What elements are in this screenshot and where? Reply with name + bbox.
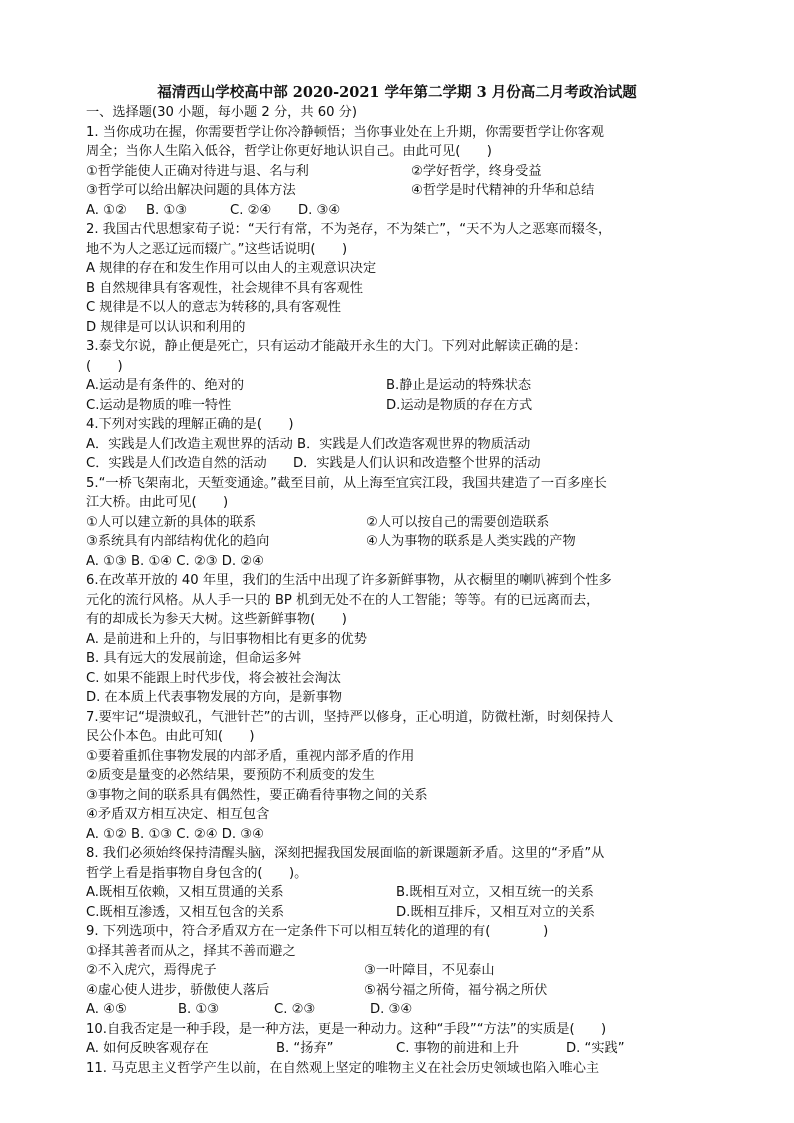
q5-answer-choices: A. ①③ B. ①④ C. ②③ D. ②④: [86, 553, 264, 569]
q1-choice-c: C. ②④: [230, 202, 272, 218]
q1-choice-b: B. ①③: [146, 202, 188, 218]
q11-stem-line-1: 11. 马克思主义哲学产生以前，在自然观上坚定的唯物主义在社会历史领域也陷入唯心主: [86, 1060, 600, 1076]
q8-choice-a: A.既相互依赖，又相互贯通的关系: [86, 885, 284, 900]
q2-choice-d: D 规律是可以认识和利用的: [86, 319, 246, 335]
exam-content: [86, 103, 726, 1078]
q6-choice-b: B. 具有远大的发展前途，但命运多舛: [86, 651, 302, 666]
q9-choice-c: C. ②③: [274, 1002, 316, 1017]
q3-choice-row-1: [86, 376, 726, 396]
q5-stem-line-2: 江大桥。由此可见( ): [86, 495, 229, 510]
q9-statement-5: ⑤祸兮福之所倚，福兮祸之所伏: [364, 982, 548, 998]
q9-stem: 9. 下列选项中，符合矛盾双方在一定条件下可以相互转化的道理的有( ): [86, 924, 549, 939]
q8-choice-row-1: [86, 883, 726, 903]
q5-option-row-1: [86, 513, 726, 533]
q2-stem-line-2: 地不为人之恶辽远而辍广。”这些话说明( ): [86, 241, 348, 257]
q1-statement-1: ①哲学能使人正确对待进与退、名与利: [86, 163, 309, 179]
q5-statement-2: ②人可以按自己的需要创造联系: [366, 514, 550, 530]
q5-statement-3: ③系统具有内部结构优化的趋向: [86, 534, 270, 549]
q7-stem-line-2: 民公仆本色。由此可知( ): [86, 729, 255, 744]
q2-choice-c: C 规律是不以人的意志为转移的,具有客观性: [86, 300, 341, 315]
q2-stem-line-1: 2. 我国古代思想家荀子说：“天行有常，不为尧存，不为桀亡”，“天不为人之恶寒而辍冬，: [86, 222, 612, 237]
q9-statement-2: ②不入虎穴，焉得虎子: [86, 963, 217, 978]
q6-choice-d: D. 在本质上代表事物发展的方向，是新事物: [86, 690, 342, 705]
q9-answer-choices: [86, 1000, 726, 1020]
q3-choice-row-2: [86, 396, 726, 416]
q3-choice-a: A.运动是有条件的、绝对的: [86, 378, 245, 393]
q1-statement-4: ④哲学是时代精神的升华和总结: [411, 183, 595, 198]
q2-choice-a: A 规律的存在和发生作用可以由人的主观意识决定: [86, 261, 377, 276]
q8-choice-b: B.既相互对立，又相互统一的关系: [396, 885, 594, 900]
q10-choice-b: B. “扬弃”: [276, 1041, 334, 1056]
q5-statement-4: ④人为事物的联系是人类实践的产物: [366, 534, 576, 549]
q1-statement-3: ③哲学可以给出解决问题的具体方法: [86, 183, 296, 198]
q1-choice-a: A. ①②: [86, 202, 127, 218]
q1-statement-2: ②学好哲学，终身受益: [411, 163, 542, 179]
q9-statement-3: ③一叶障目，不见泰山: [364, 963, 495, 978]
q10-choice-c: C. 事物的前进和上升: [396, 1041, 520, 1056]
q1-choice-d: D. ③④: [298, 202, 341, 218]
q8-stem-line-1: 8. 我们必须始终保持清醒头脑，深刻把握我国发展面临的新课题新矛盾。这里的“矛盾”从: [86, 846, 605, 861]
q6-choice-c: C. 如果不能跟上时代步伐，将会被社会淘汰: [86, 670, 341, 686]
q7-statement-3: ③事物之间的联系具有偶然性，要正确看待事物之间的关系: [86, 787, 428, 803]
q2-choice-b: B 自然规律具有客观性，社会规律不具有客观性: [86, 280, 363, 296]
q3-choice-d: D.运动是物质的存在方式: [386, 397, 533, 413]
q6-stem-line-3: 有的却成长为参天大树。这些新鲜事物( ): [86, 612, 347, 627]
q10-answer-choices: [86, 1039, 726, 1059]
q8-choice-row-2: [86, 903, 726, 923]
q8-choice-d: D.既相互排斥，又相互对立的关系: [396, 904, 595, 920]
section-heading: 一、选择题(30 小题，每小题 2 分，共 60 分): [86, 105, 358, 120]
q7-stem-line-1: 7.要牢记“堤溃蚁孔，气泄针芒”的古训，坚持严以修身，正心明道，防微杜渐，时刻保持人: [86, 709, 614, 725]
q3-choice-b: B.静止是运动的特殊状态: [386, 378, 532, 393]
q4-choices-ab: A．实践是人们改造主观世界的活动 B．实践是人们改造客观世界的物质活动: [86, 436, 531, 452]
q5-option-row-2: [86, 532, 726, 552]
q3-stem-line-1: 3.泰戈尔说，静止便是死亡，只有运动才能敲开永生的大门。下列对此解读正确的是：: [86, 339, 587, 354]
q9-choice-a: A. ④⑤: [86, 1002, 127, 1017]
q1-answer-choices: [86, 201, 726, 221]
q7-statement-4: ④矛盾双方相互决定、相互包含: [86, 807, 270, 822]
q10-stem: 10.自我否定是一种手段，是一种方法，更是一种动力。这种“手段”“方法”的实质是( ): [86, 1021, 607, 1037]
q4-choices-cd: C．实践是人们改造自然的活动 D．实践是人们认识和改造整个世界的活动: [86, 456, 541, 471]
q7-statement-2: ②质变是量变的必然结果，要预防不利质变的发生: [86, 768, 375, 783]
q7-answer-choices: A. ①② B. ①③ C. ②④ D. ③④: [86, 826, 264, 842]
page-title: 福清西山学校高中部 2020-2021 学年第二学期 3 月份高二月考政治试题: [157, 84, 637, 101]
q10-choice-d: D. “实践”: [566, 1041, 625, 1056]
q6-stem-line-1: 6.在改革开放的 40 年里，我们的生活中出现了许多新鲜事物，从衣橱里的喇叭裤到个性多: [86, 573, 612, 588]
q1-option-row-2: [86, 181, 726, 201]
q9-option-row-2: [86, 961, 726, 981]
q6-stem-line-2: 元化的流行风格。从人手一只的 BP 机到无处不在的人工智能；等等。有的已远离而去，: [86, 592, 600, 608]
q8-choice-c: C.既相互渗透，又相互包含的关系: [86, 904, 285, 920]
q1-stem-line-1: 1. 当你成功在握，你需要哲学让你冷静顿悟；当你事业处在上升期，你需要哲学让你客观: [86, 124, 604, 140]
q5-statement-1: ①人可以建立新的具体的联系: [86, 514, 257, 530]
q6-choice-a: A. 是前进和上升的，与旧事物相比有更多的优势: [86, 631, 367, 647]
q9-choice-d: D. ③④: [370, 1002, 413, 1017]
q7-statement-1: ①要着重抓住事物发展的内部矛盾，重视内部矛盾的作用: [86, 748, 415, 764]
q4-stem: 4.下列对实践的理解正确的是( ): [86, 417, 294, 432]
q1-stem-line-2: 周全；当你人生陷入低谷，哲学让你更好地认识自己。由此可见( ): [86, 144, 492, 159]
q9-option-row-3: [86, 981, 726, 1001]
q1-option-row-1: [86, 162, 726, 182]
q9-statement-4: ④虚心使人进步，骄傲使人落后: [86, 982, 270, 998]
q5-stem-line-1: 5.“一桥飞架南北，天堑变通途。”截至目前，从上海至宜宾江段，我国共建造了一百多座长: [86, 475, 607, 491]
q8-stem-line-2: 哲学上看是指事物自身包含的( )。: [86, 865, 308, 881]
q9-statement-1: ①择其善者而从之，择其不善而避之: [86, 943, 296, 959]
q9-choice-b: B. ①③: [178, 1002, 220, 1017]
q3-stem-line-2: ( ): [86, 358, 123, 374]
q10-choice-a: A. 如何反映客观存在: [86, 1041, 209, 1056]
q3-choice-c: C.运动是物质的唯一特性: [86, 397, 232, 413]
